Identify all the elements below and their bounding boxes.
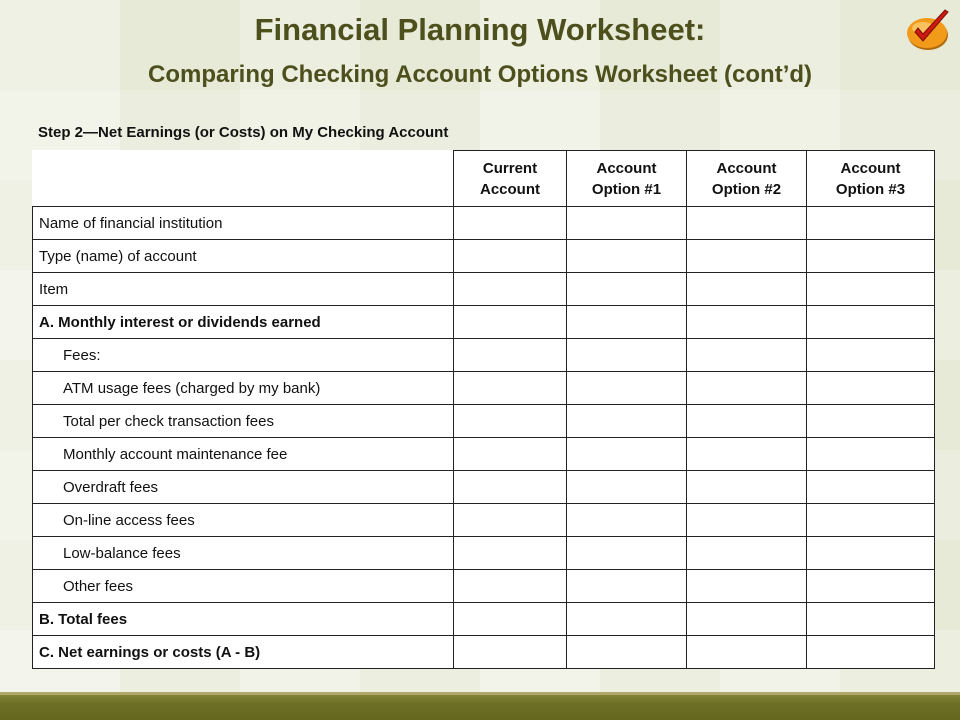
entry-cell[interactable] <box>567 504 687 537</box>
table-row <box>33 240 935 273</box>
column-header-line2: Option #1 <box>591 180 662 198</box>
entry-cell[interactable] <box>567 207 687 240</box>
entry-cell[interactable] <box>567 636 687 669</box>
entry-cell[interactable] <box>807 471 935 504</box>
row-label: A. Monthly interest or dividends earned <box>33 306 454 339</box>
header-spacer <box>33 151 454 207</box>
column-header <box>454 151 567 207</box>
table-row <box>33 405 935 438</box>
column-header <box>567 151 687 207</box>
entry-cell[interactable] <box>687 570 807 603</box>
checking-options-table <box>32 150 935 669</box>
entry-cell[interactable] <box>687 372 807 405</box>
footer-bar <box>0 692 960 720</box>
row-label: C. Net earnings or costs (A - B) <box>33 636 454 669</box>
table-header-row <box>33 151 935 207</box>
entry-cell[interactable] <box>807 240 935 273</box>
entry-cell[interactable] <box>567 240 687 273</box>
entry-cell[interactable] <box>454 207 567 240</box>
table-row <box>33 339 935 372</box>
entry-cell[interactable] <box>807 537 935 570</box>
entry-cell[interactable] <box>454 636 567 669</box>
table-row <box>33 537 935 570</box>
row-label: Item <box>33 273 454 306</box>
entry-cell[interactable] <box>807 372 935 405</box>
row-label: Other fees <box>33 570 454 603</box>
entry-cell[interactable] <box>454 339 567 372</box>
entry-cell[interactable] <box>567 603 687 636</box>
entry-cell[interactable] <box>454 306 567 339</box>
entry-cell[interactable] <box>807 438 935 471</box>
entry-cell[interactable] <box>807 636 935 669</box>
entry-cell[interactable] <box>687 306 807 339</box>
entry-cell[interactable] <box>567 471 687 504</box>
table-row <box>33 372 935 405</box>
entry-cell[interactable] <box>567 570 687 603</box>
entry-cell[interactable] <box>567 438 687 471</box>
entry-cell[interactable] <box>454 471 567 504</box>
entry-cell[interactable] <box>807 273 935 306</box>
table-row <box>33 306 935 339</box>
table-row <box>33 603 935 636</box>
checkmark-badge-icon <box>904 8 954 52</box>
column-header-line2: Option #2 <box>711 180 782 198</box>
column-header <box>807 151 935 207</box>
column-header-line1: Account <box>840 159 901 177</box>
column-header-line2: Option #3 <box>835 180 906 198</box>
entry-cell[interactable] <box>687 273 807 306</box>
entry-cell[interactable] <box>687 504 807 537</box>
table-row <box>33 207 935 240</box>
entry-cell[interactable] <box>807 405 935 438</box>
entry-cell[interactable] <box>687 339 807 372</box>
entry-cell[interactable] <box>567 306 687 339</box>
row-label: Overdraft fees <box>33 471 454 504</box>
table-row <box>33 273 935 306</box>
entry-cell[interactable] <box>454 570 567 603</box>
entry-cell[interactable] <box>807 570 935 603</box>
row-label: Fees: <box>33 339 454 372</box>
entry-cell[interactable] <box>807 504 935 537</box>
entry-cell[interactable] <box>567 372 687 405</box>
table-row <box>33 570 935 603</box>
column-header-line1: Account <box>596 159 657 177</box>
entry-cell[interactable] <box>454 438 567 471</box>
entry-cell[interactable] <box>567 537 687 570</box>
table-row <box>33 636 935 669</box>
entry-cell[interactable] <box>807 603 935 636</box>
entry-cell[interactable] <box>454 372 567 405</box>
row-label: Name of financial institution <box>33 207 454 240</box>
entry-cell[interactable] <box>567 273 687 306</box>
table-row <box>33 504 935 537</box>
entry-cell[interactable] <box>687 537 807 570</box>
row-label: ATM usage fees (charged by my bank) <box>33 372 454 405</box>
row-label: On-line access fees <box>33 504 454 537</box>
entry-cell[interactable] <box>454 603 567 636</box>
row-label: Type (name) of account <box>33 240 454 273</box>
column-header-line1: Current <box>482 159 538 177</box>
entry-cell[interactable] <box>687 405 807 438</box>
entry-cell[interactable] <box>567 339 687 372</box>
row-label: Total per check transaction fees <box>33 405 454 438</box>
table-row <box>33 471 935 504</box>
entry-cell[interactable] <box>807 207 935 240</box>
entry-cell[interactable] <box>454 405 567 438</box>
entry-cell[interactable] <box>687 240 807 273</box>
entry-cell[interactable] <box>687 603 807 636</box>
entry-cell[interactable] <box>567 405 687 438</box>
row-label: Monthly account maintenance fee <box>33 438 454 471</box>
column-header <box>687 151 807 207</box>
entry-cell[interactable] <box>807 306 935 339</box>
column-header-line2: Account <box>480 180 540 198</box>
entry-cell[interactable] <box>454 537 567 570</box>
column-header-line1: Account <box>716 159 777 177</box>
entry-cell[interactable] <box>687 438 807 471</box>
entry-cell[interactable] <box>454 240 567 273</box>
entry-cell[interactable] <box>687 636 807 669</box>
row-label: B. Total fees <box>33 603 454 636</box>
entry-cell[interactable] <box>454 273 567 306</box>
slide-title: Financial Planning Worksheet: <box>254 12 706 47</box>
entry-cell[interactable] <box>687 207 807 240</box>
slide-subtitle: Comparing Checking Account Options Worksheet (cont’d) <box>147 61 813 88</box>
entry-cell[interactable] <box>687 471 807 504</box>
entry-cell[interactable] <box>454 504 567 537</box>
row-label: Low-balance fees <box>33 537 454 570</box>
step-heading: Step 2—Net Earnings (or Costs) on My Checking Account <box>38 124 449 141</box>
table-row <box>33 438 935 471</box>
entry-cell[interactable] <box>807 339 935 372</box>
